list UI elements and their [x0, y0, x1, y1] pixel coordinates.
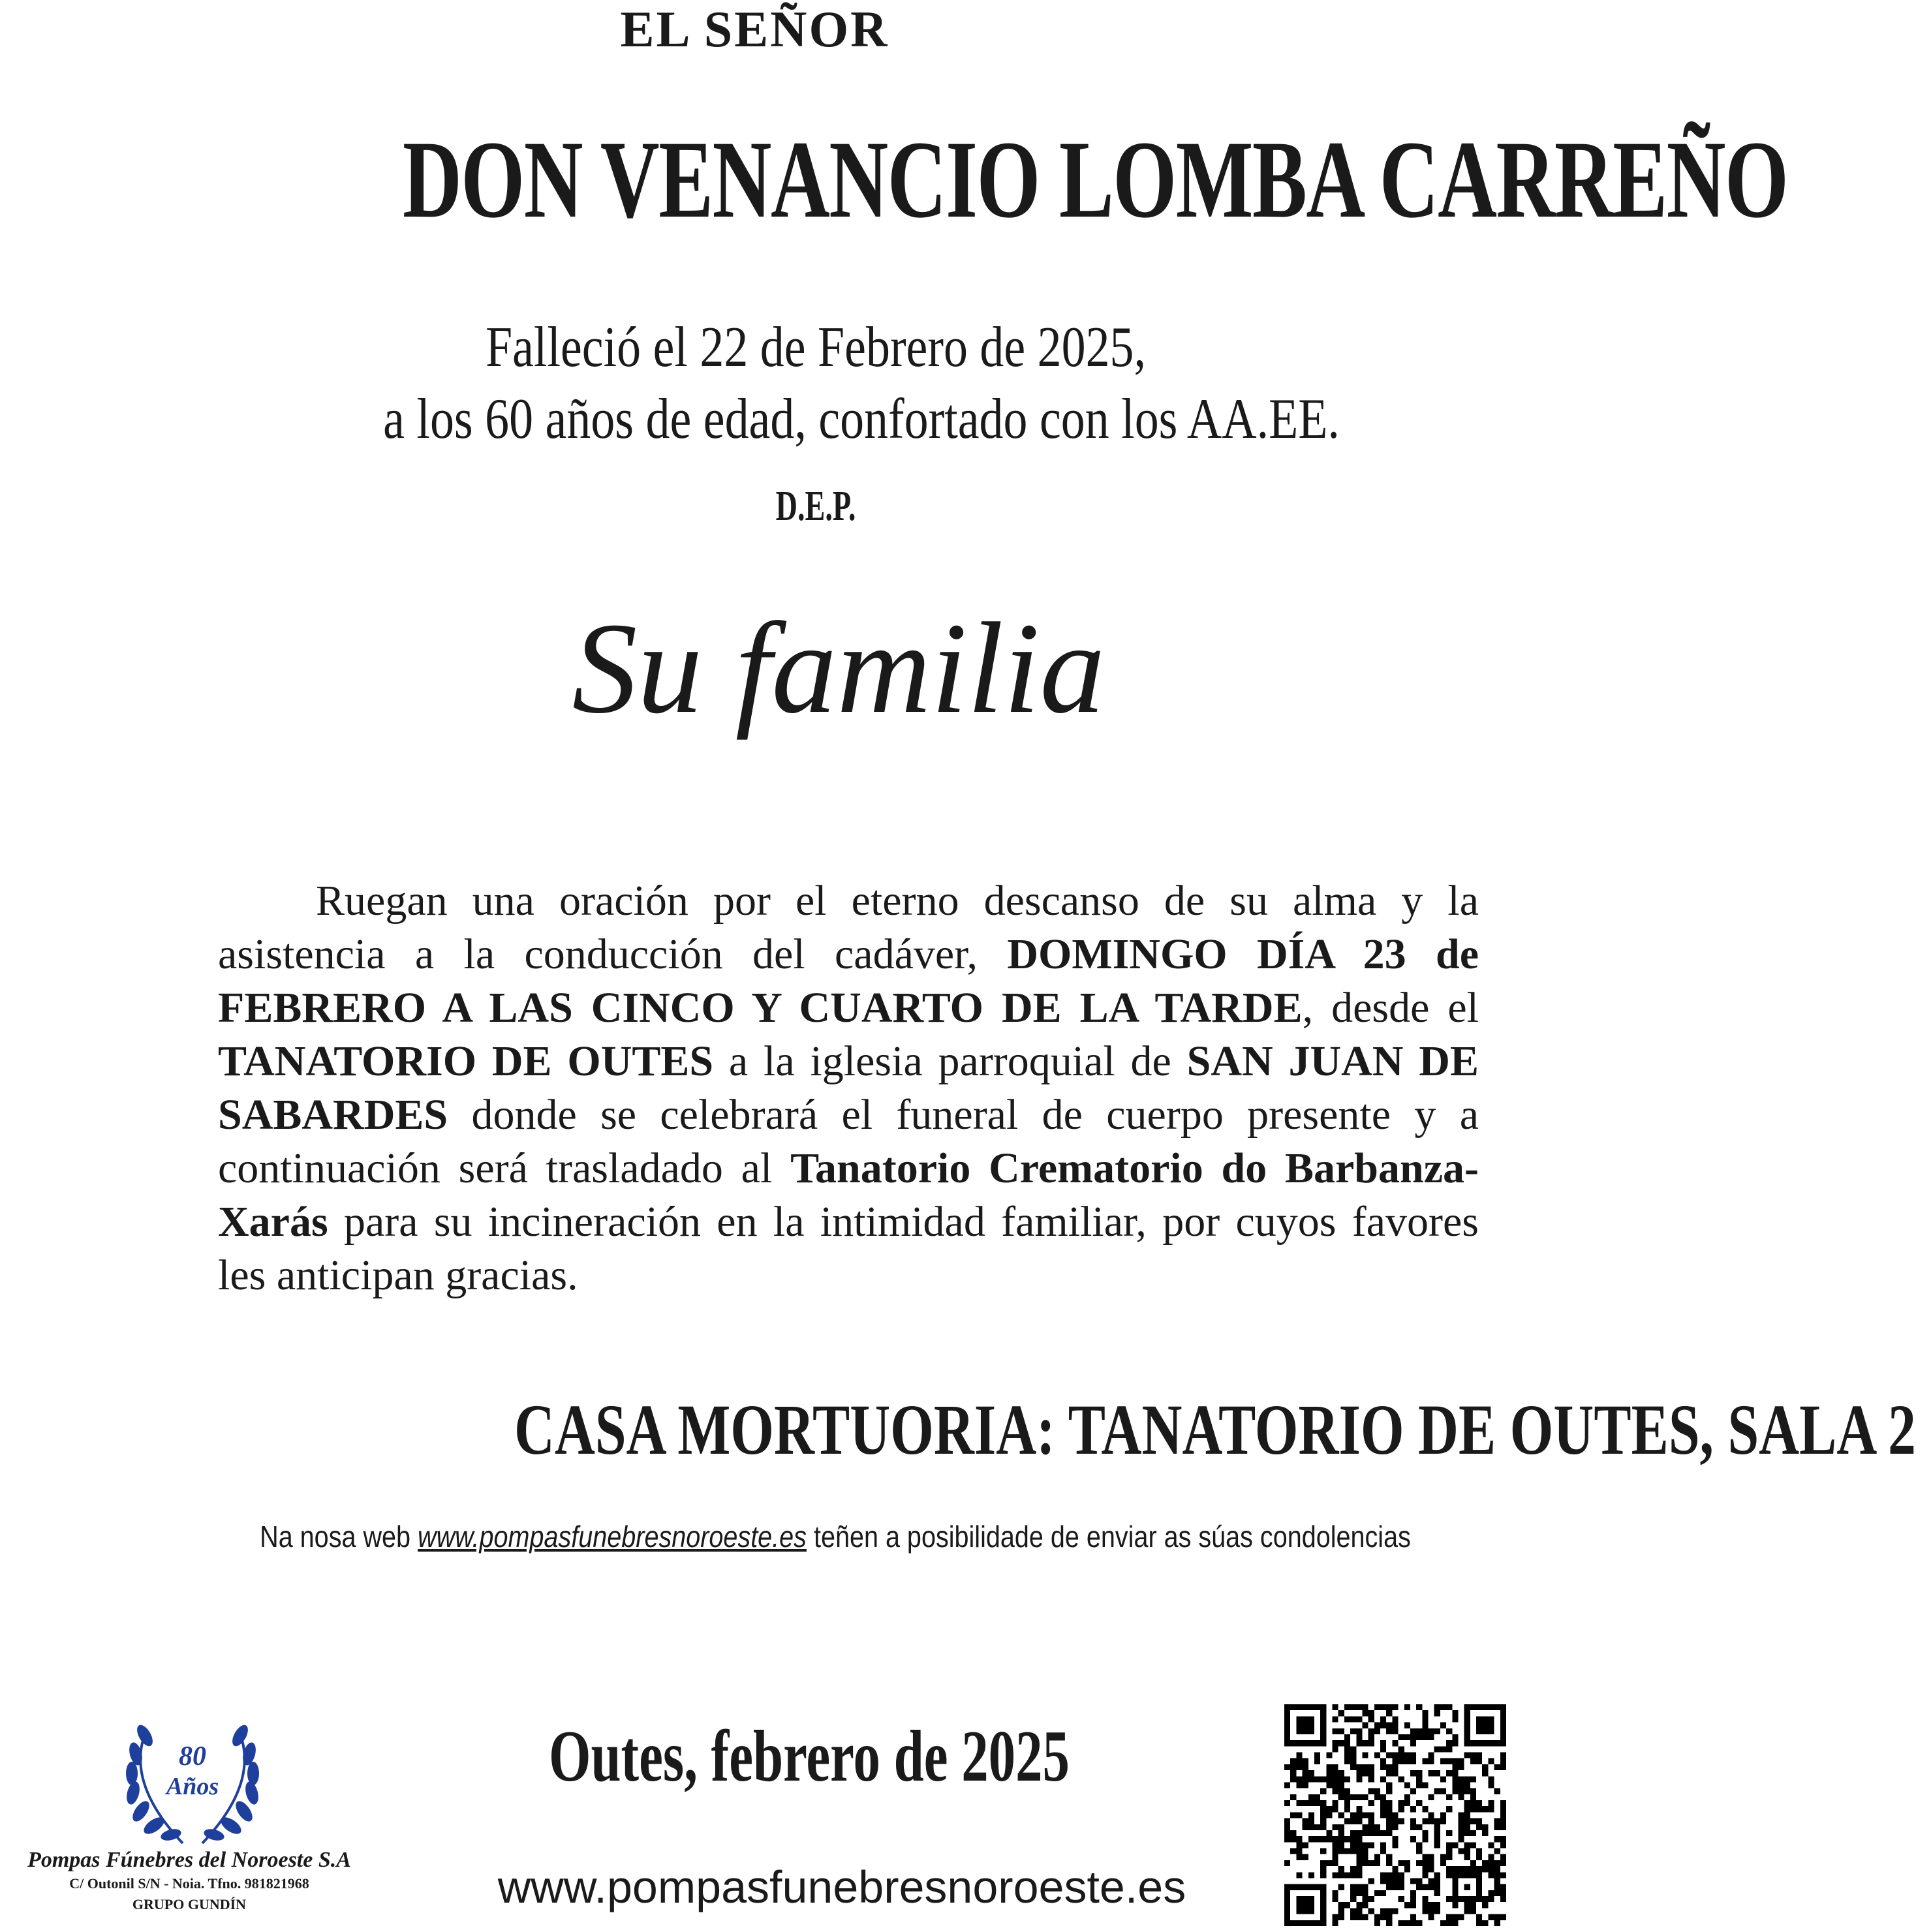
age-line: a los 60 años de edad, confortado con los AA.EE.: [383, 388, 1340, 451]
body-text-4: donde se celebrará el funeral de cuerpo presente y a continuación será trasladado al: [218, 1091, 1479, 1192]
site-url[interactable]: www.pompasfunebresnoroeste.es: [497, 1862, 1186, 1912]
logo-address: C/ Outonil S/N - Noia. Tfno. 981821968: [69, 1875, 309, 1892]
body-bold-date: DOMINGO DÍA 23 de FEBRERO A LAS CINCO Y CUARTO DE LA TARDE: [218, 930, 1479, 1032]
deceased-name: DON VENANCIO LOMBA CARREÑO: [403, 118, 1788, 241]
logo-years-word: Años: [166, 1773, 219, 1800]
logo-group: GRUPO GUNDÍN: [132, 1896, 247, 1912]
funeral-details-paragraph: [218, 874, 1479, 1302]
body-text-2: , desde el: [1302, 984, 1479, 1032]
body-text-3: a la iglesia parroquial de: [713, 1037, 1187, 1085]
qr-code-graphic: [1284, 1704, 1506, 1926]
qr-code-icon[interactable]: [1284, 1704, 1506, 1926]
web-note-prefix: Na nosa web: [260, 1520, 418, 1554]
web-note-suffix: teñen a posibilidade de enviar as súas condolencias: [806, 1520, 1411, 1554]
condolences-note: [117, 1519, 1554, 1554]
logo-company-name: Pompas Fúnebres del Noroeste S.A: [27, 1848, 351, 1872]
body-text-1: Ruegan una oración por el eterno descanso de su alma y la asistencia a la conducción del cadáver,: [218, 877, 1479, 978]
dep-abbreviation: D.E.P.: [775, 482, 856, 530]
body-bold-church: SAN JUAN DE SABARDES: [218, 1037, 1479, 1139]
death-date-line: Falleció el 22 de Febrero de 2025,: [485, 316, 1146, 379]
body-bold-tanatorio: TANATORIO DE OUTES: [218, 1037, 714, 1085]
casa-mortuoria: CASA MORTUORIA: TANATORIO DE OUTES, SALA 2: [514, 1390, 1916, 1469]
body-bold-crematorio: Tanatorio Crematorio do Barbanza- Xarás: [218, 1144, 1479, 1246]
city-date: Outes, febrero de 2025: [548, 1716, 1070, 1797]
condolences-link[interactable]: www.pompasfunebresnoroeste.es: [418, 1520, 807, 1554]
family-signature: Su familia: [572, 596, 1105, 741]
body-text-5: para su incineración en la intimidad familiar, por cuyos favores les anticipan gracias.: [218, 1198, 1479, 1299]
heading: EL SEÑOR: [620, 1, 889, 57]
company-logo: [111, 1710, 274, 1860]
logo-years-number: 80: [179, 1741, 206, 1771]
